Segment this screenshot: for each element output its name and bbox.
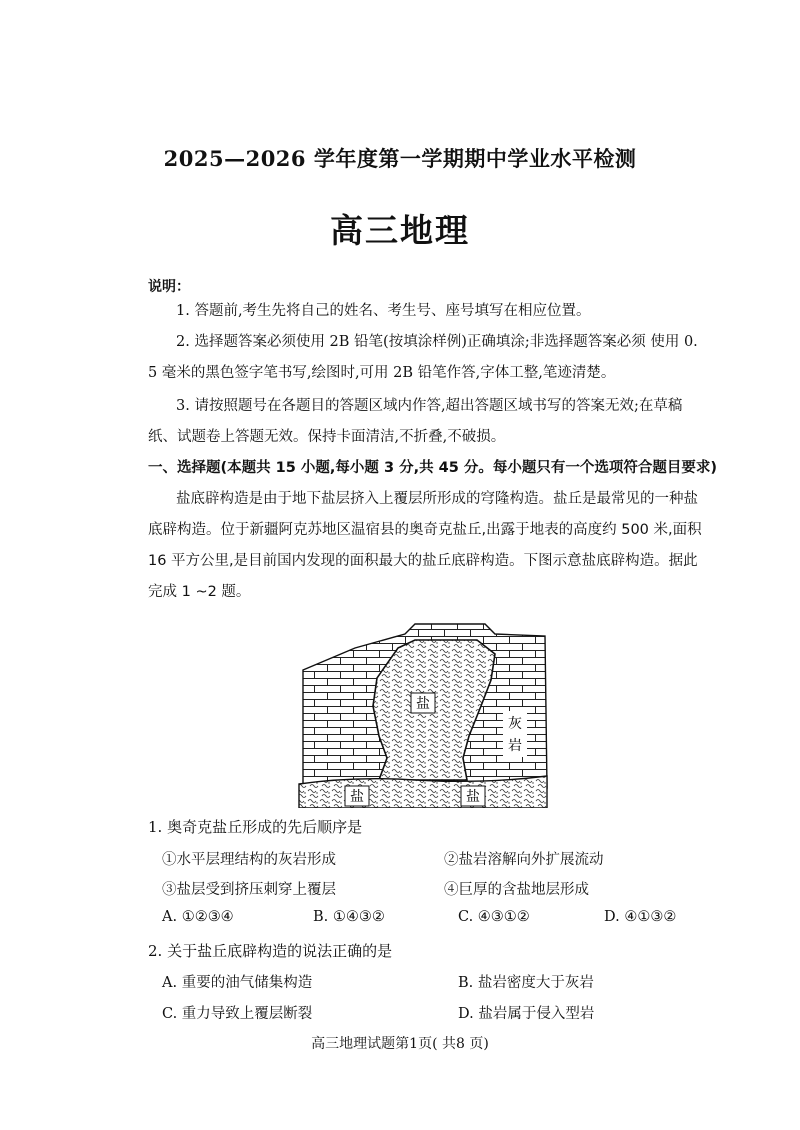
q1-option-a[interactable]: A. ①②③④ [162,909,234,925]
passage-line-3: 16 平方公里,是目前国内发现的面积最大的盐丘底辟构造。下图示意盐底辟构造。据此 [148,553,698,569]
q1-option-c[interactable]: C. ④③①② [458,909,530,925]
salt-base-layer [299,776,547,808]
note-item-2-line-2: 5 毫米的黑色签字笔书写,绘图时,可用 2B 铅笔作答,字体工整,笔迹清楚。 [148,365,616,381]
label-salt-left: 盐 [350,789,364,805]
passage-line-2: 底辟构造。位于新疆阿克苏地区温宿县的奥奇克盐丘,出露于地表的高度约 500 米,面积 [148,522,702,538]
passage-line-1 [148,484,740,515]
q2-option-d[interactable]: D. 盐岩属于侵入型岩 [458,1006,595,1022]
notes-heading: 说明： [148,279,190,295]
exam-title: 2025—2026 学年度第一学期期中学业水平检测 [163,146,637,171]
page-footer: 高三地理试题第1页( 共8 页) [311,1036,489,1052]
q1-statement-2: ②盐岩溶解向外扩展流动 [444,852,604,868]
label-salt-center: 盐 [416,696,430,712]
passage-line-4: 完成 1 ~2 题。 [148,584,251,600]
label-salt-right: 盐 [466,789,480,805]
reading-passage [148,484,740,608]
q2-option-c[interactable]: C. 重力导致上覆层断裂 [162,1006,313,1022]
label-limestone-1: 灰 [508,716,522,732]
label-limestone-2: 岩 [508,738,522,754]
q1-option-b[interactable]: B. ①④③② [313,909,385,925]
note-item-1-text: 1. 答题前,考生先将自己的姓名、考生号、座号填写在相应位置。 [176,303,591,319]
q2-option-a[interactable]: A. 重要的油气储集构造 [162,975,313,991]
q1-statement-1: ①水平层理结构的灰岩形成 [162,852,336,868]
q1-statement-3: ③盐层受到挤压刺穿上覆层 [162,882,336,898]
note-item-2-line-1 [148,327,738,358]
question-2-stem: 2. 关于盐丘底辟构造的说法正确的是 [148,942,393,960]
note-item-1 [148,296,738,327]
note-item-3-line-2: 纸、试题卷上答题无效。保持卡面清洁,不折叠,不破损。 [148,429,506,445]
question-1-stem: 1. 奥奇克盐丘形成的先后顺序是 [148,818,363,836]
q1-option-d[interactable]: D. ④①③② [604,909,677,925]
section-1-heading: 一、选择题(本题共 15 小题,每小题 3 分,共 45 分。每小题只有一个选项符合题目要求) [148,460,718,476]
subject-title: 高三地理 [330,211,470,250]
q2-option-b[interactable]: B. 盐岩密度大于灰岩 [458,975,594,991]
note-item-3a-text: 3. 请按照题号在各题目的答题区域内作答,超出答题区域书写的答案无效;在草稿 [176,398,683,414]
q1-statement-4: ④巨厚的含盐地层形成 [444,882,589,898]
passage-line-1-text: 盐底辟构造是由于地下盐层挤入上覆层所形成的穹隆构造。盐丘是最常见的一种盐 [176,491,698,507]
note-item-3-line-1 [148,391,738,422]
salt-diapir-figure [295,608,550,808]
note-item-2a-text: 2. 选择题答案必须使用 2B 铅笔(按填涂样例)正确填涂;非选择题答案必须 使用 0. [176,334,698,350]
salt-diapir-diagram [295,608,550,808]
